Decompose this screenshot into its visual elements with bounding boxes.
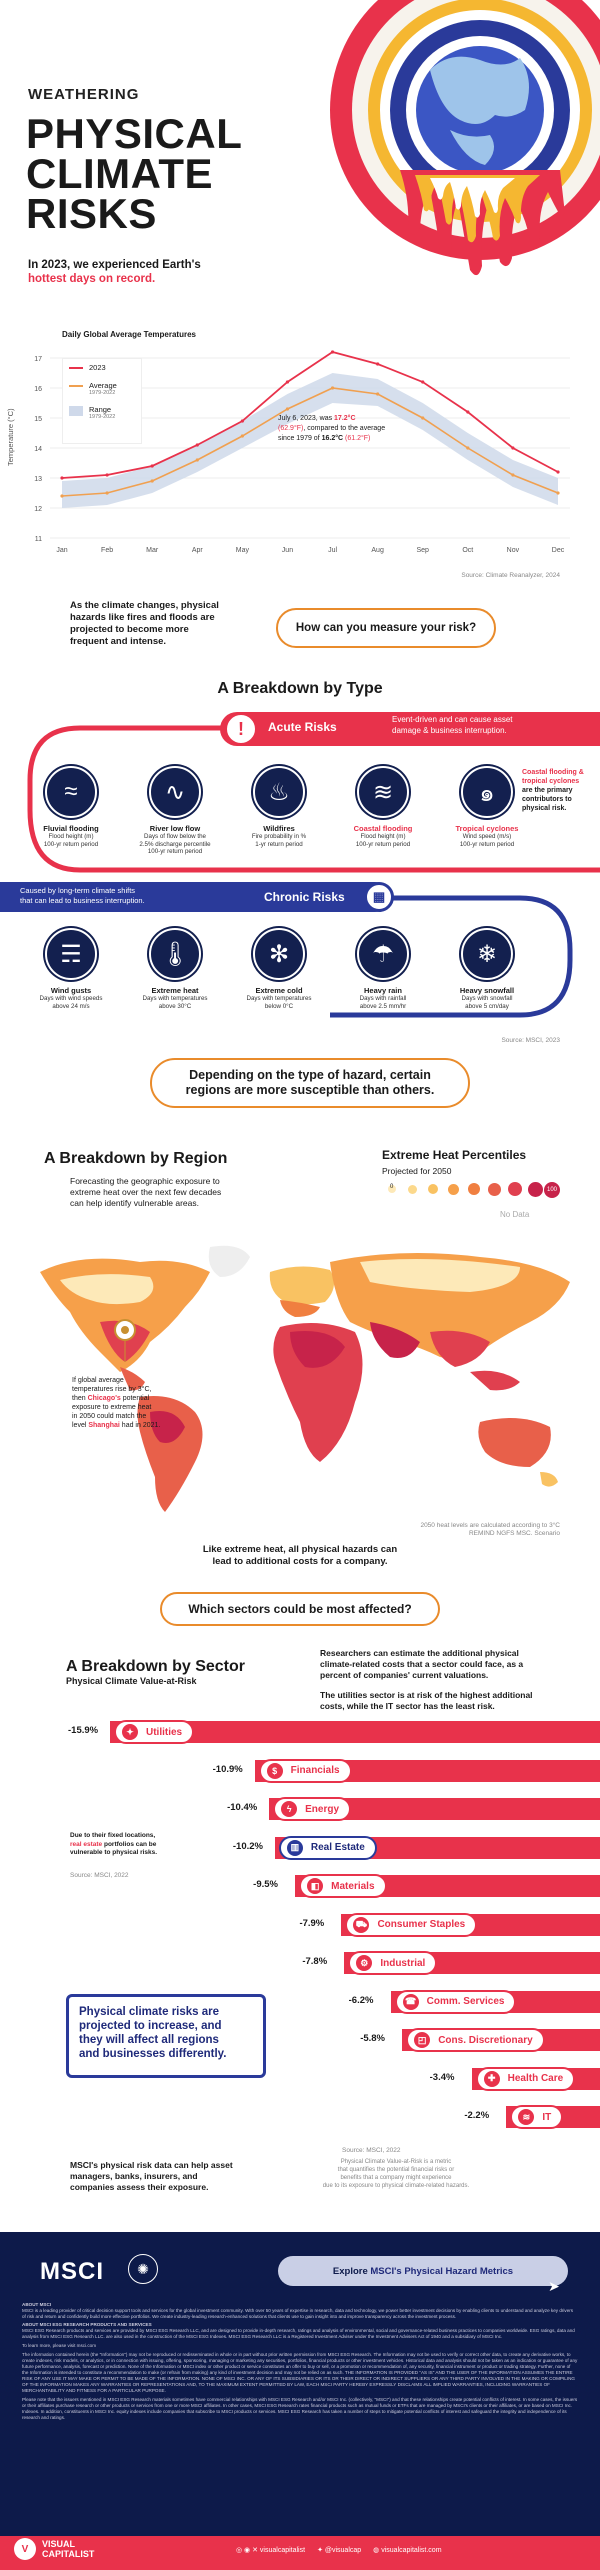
heat-legend-subtitle: Projected for 2050 bbox=[382, 1166, 452, 1176]
hazard-detail: 1-yr return period bbox=[255, 840, 303, 848]
bulb-icon: ✦ bbox=[122, 1724, 138, 1740]
cross-icon: ✚ bbox=[484, 2071, 500, 2087]
region-after-text: Like extreme heat, all physical hazards can lead to additional costs for a company. bbox=[202, 1544, 398, 1567]
title-line-3: RISKS bbox=[26, 190, 157, 237]
sector-name: Utilities bbox=[146, 1726, 183, 1738]
sector-name: Financials bbox=[290, 1765, 340, 1776]
wind-icon: ☴ bbox=[45, 928, 97, 980]
legend-range-label: Range bbox=[89, 405, 112, 414]
hazard-name: Extreme cold bbox=[255, 986, 303, 995]
chart-annotation: July 6, 2023, was 17.2°C (62.9°F), compared to the average since 1979 of 16.2°C (61.2°F) bbox=[278, 415, 386, 442]
hazard-detail: Days with snowfall bbox=[461, 995, 513, 1002]
average-series-point bbox=[376, 392, 379, 395]
hazard-detail: above 2.5 mm/hr bbox=[359, 1002, 407, 1010]
acute-hazard-3 bbox=[344, 766, 422, 848]
hazard-detail: Flood height (m) bbox=[360, 833, 406, 840]
hazard-detail: 100-yr return period bbox=[355, 840, 411, 848]
sector-subheading: Physical Climate Value-at-Risk bbox=[66, 1676, 197, 1686]
heat-legend-swatch bbox=[448, 1184, 459, 1195]
series-2023-point bbox=[376, 362, 379, 365]
legend-average-years: 1979-2022 bbox=[89, 390, 116, 396]
type-section-heading: A Breakdown by Type bbox=[217, 680, 383, 697]
river-icon: ∿ bbox=[149, 766, 201, 818]
hazard-name: Tropical cyclones bbox=[455, 824, 519, 833]
social-website[interactable]: ◍ visualcapitalist.com bbox=[373, 2547, 442, 2554]
legend-range-swatch bbox=[69, 406, 83, 416]
measure-risk-question: How can you measure your risk? bbox=[276, 608, 496, 648]
cyclone-icon: ๑ bbox=[461, 766, 513, 818]
average-series-point bbox=[105, 491, 108, 494]
x-tick-label: Apr bbox=[191, 547, 203, 554]
cursor-icon: ➤ bbox=[548, 2278, 560, 2294]
projection-callout-box: Physical climate risks are projected to increase, and they will affect all regions and businesses differently. bbox=[66, 1994, 266, 2078]
sector-value: -10.2% bbox=[232, 1840, 263, 1852]
acute-hazard-4 bbox=[448, 766, 526, 848]
x-tick-label: Jul bbox=[328, 547, 338, 554]
var-definition-note: Physical Climate Value-at-Risk is a metric that quantifies the potential financial risks or benefits that a company might experience due to its exposure to physical climate-related hazards. bbox=[322, 2159, 470, 2189]
sector-value: -10.4% bbox=[227, 1802, 258, 1813]
y-tick-label: 14 bbox=[34, 446, 42, 453]
sector-desc-2: The utilities sector is at risk of the highest additional costs, while the IT sector has the least risk. bbox=[320, 1690, 533, 1711]
hazard-name: Heavy snowfall bbox=[459, 986, 515, 995]
heat-legend-swatch bbox=[428, 1184, 438, 1194]
snow-cloud-icon: ❄ bbox=[461, 928, 513, 980]
sector-source-right: Source: MSCI, 2022 bbox=[342, 2147, 401, 2154]
bolt-icon: ϟ bbox=[281, 1801, 297, 1817]
chronic-hazard-0 bbox=[32, 928, 110, 1010]
hazard-detail: above 5 cm/day bbox=[465, 1002, 509, 1010]
chart-ylabel: Temperature (°C) bbox=[6, 408, 15, 466]
vc-logo-text: VISUAL CAPITALIST bbox=[42, 2539, 95, 2559]
series-2023-point bbox=[511, 446, 514, 449]
chart-title: Daily Global Average Temperatures bbox=[62, 330, 196, 339]
sector-label bbox=[259, 1759, 352, 1783]
page-title bbox=[26, 110, 243, 237]
hazard-name: Wind gusts bbox=[50, 986, 92, 995]
series-2023-point bbox=[60, 476, 63, 479]
hazard-detail: 2.5% discharge percentile bbox=[139, 840, 211, 848]
sectors-question: Which sectors could be most affected? bbox=[160, 1592, 440, 1626]
legend-2023-swatch bbox=[69, 367, 83, 369]
heat-legend-swatch bbox=[408, 1185, 417, 1194]
rain-icon: ☂ bbox=[357, 928, 409, 980]
sector-section-heading: A Breakdown by Sector bbox=[66, 1658, 246, 1675]
title-line-1: PHYSICAL bbox=[26, 110, 243, 157]
sector-label bbox=[279, 1836, 377, 1860]
acute-hazard-0 bbox=[32, 766, 110, 848]
header-eyebrow: WEATHERING bbox=[28, 86, 140, 103]
average-series-point bbox=[556, 491, 559, 494]
social-icons-group[interactable]: ◎ ◉ ✕ visualcapitalist bbox=[236, 2547, 306, 2554]
footer bbox=[0, 2232, 600, 2570]
sector-label bbox=[348, 1951, 437, 1975]
x-tick-label: Sep bbox=[416, 547, 429, 554]
gear-icon: ⚙ bbox=[356, 1955, 372, 1971]
heat-legend-swatch bbox=[528, 1182, 543, 1197]
series-2023-point bbox=[105, 473, 108, 476]
chronic-hazard-2 bbox=[240, 928, 318, 1010]
sector-label bbox=[476, 2067, 576, 2091]
msci-globe-icon: ✺ bbox=[128, 2254, 158, 2284]
y-tick-label: 13 bbox=[34, 476, 42, 483]
coastal-icon: ≋ bbox=[357, 766, 409, 818]
hazard-detail: 100-yr return period bbox=[43, 840, 99, 848]
sector-label bbox=[273, 1797, 351, 1821]
cube-icon: ◧ bbox=[307, 1878, 323, 1894]
hazard-name: Fluvial flooding bbox=[43, 824, 99, 833]
x-tick-label: May bbox=[235, 547, 249, 554]
hazard-detail: 100-yr return period bbox=[147, 848, 203, 855]
sector-name: Materials bbox=[331, 1880, 375, 1892]
hazard-name: Extreme heat bbox=[151, 986, 199, 995]
sector-value: -10.9% bbox=[212, 1763, 243, 1775]
map-footnote: 2050 heat levels are calculated according to 3°C REMIND NGFS MSC. Scenario bbox=[420, 1522, 560, 1537]
sector-name: Industrial bbox=[380, 1957, 426, 1969]
heat-legend-nodata: No Data bbox=[500, 1210, 530, 1219]
sector-name: Comm. Services bbox=[426, 1996, 505, 2007]
dollar-icon: $ bbox=[267, 1763, 283, 1779]
map-note-chicago: If global average temperatures rise by 3°C, then Chicago's potential exposure to extreme heat in 2050 could match the level Shanghai had in 2021. bbox=[72, 1377, 161, 1429]
msci-logo: MSCI bbox=[40, 2258, 104, 2285]
hazard-detail: Wind speed (m/s) bbox=[462, 833, 512, 840]
heat-legend-swatch bbox=[468, 1183, 480, 1195]
heat-legend-low: 0 bbox=[390, 1184, 394, 1190]
hazard-detail: Days with temperatures bbox=[142, 995, 208, 1002]
header-subtitle: In 2023, we experienced Earth's hottest days on record. bbox=[28, 259, 201, 285]
sector-value: -5.8% bbox=[360, 2033, 386, 2044]
series-2023-point bbox=[241, 419, 244, 422]
region-section-heading: A Breakdown by Region bbox=[44, 1150, 228, 1167]
x-tick-label: Mar bbox=[146, 547, 159, 554]
y-tick-label: 12 bbox=[34, 506, 42, 513]
average-series-point bbox=[466, 446, 469, 449]
explore-metrics-link[interactable]: Explore MSCI's Physical Hazard Metrics bbox=[278, 2256, 568, 2286]
average-series-point bbox=[286, 407, 289, 410]
average-series-point bbox=[241, 434, 244, 437]
x-tick-label: Dec bbox=[551, 547, 565, 554]
title-line-2: CLIMATE bbox=[26, 150, 214, 197]
average-series-point bbox=[151, 479, 154, 482]
melting-globe-illustration bbox=[330, 0, 600, 300]
sector-source-left: Source: MSCI, 2022 bbox=[70, 1872, 129, 1879]
chronic-risks-desc: Caused by long-term climate shifts that can lead to business interruption. bbox=[20, 886, 145, 905]
alert-icon: ! bbox=[224, 712, 258, 746]
heat-legend-swatch bbox=[508, 1182, 522, 1196]
x-tick-label: Feb bbox=[101, 547, 114, 554]
sector-desc: Researchers can estimate the additional physical climate-related costs that a sector could face, as a percent of companies' current valuations. bbox=[320, 1648, 524, 1680]
y-tick-label: 15 bbox=[34, 416, 42, 423]
hazard-detail: Fire probability in % bbox=[251, 833, 307, 840]
sector-name: IT bbox=[542, 2111, 552, 2123]
heat-legend-high: 100 bbox=[544, 1182, 560, 1198]
hazard-detail: above 24 m/s bbox=[52, 1002, 90, 1010]
average-series-point bbox=[60, 494, 63, 497]
series-2023-point bbox=[286, 380, 289, 383]
chronic-risks-label: Chronic Risks bbox=[264, 890, 345, 904]
hazard-name: River low flow bbox=[149, 824, 201, 833]
series-2023-point bbox=[196, 443, 199, 446]
region-callout: Depending on the type of hazard, certain regions are more susceptible than others. bbox=[150, 1058, 470, 1108]
x-tick-label: Nov bbox=[506, 547, 520, 554]
sector-value: -6.2% bbox=[348, 1994, 374, 2006]
sector-label bbox=[299, 1874, 386, 1898]
sector-label bbox=[345, 1913, 477, 1937]
sector-label bbox=[395, 1990, 517, 2014]
sector-name: Cons. Discretionary bbox=[438, 2034, 533, 2046]
hazard-name: Heavy rain bbox=[364, 986, 402, 995]
region-desc: Forecasting the geographic exposure to extreme heat over the next few decades can help identify vulnerable areas. bbox=[70, 1176, 222, 1208]
chronic-hazard-4 bbox=[448, 928, 526, 1010]
snowflake-icon: ✻ bbox=[253, 928, 305, 980]
hazard-name: Wildfires bbox=[263, 824, 295, 833]
sector-label bbox=[406, 2028, 544, 2052]
closing-text: MSCI's physical risk data can help asset managers, banks, insurers, and companies assess their exposure. bbox=[70, 2160, 233, 2192]
hazard-detail: Days of flow below the bbox=[144, 833, 206, 840]
chart-legend bbox=[62, 358, 142, 444]
series-2023-point bbox=[556, 470, 559, 473]
hazard-name: Coastal flooding bbox=[353, 824, 413, 833]
acute-risks-desc: Event-driven and can cause asset damage & business interruption. bbox=[392, 715, 513, 735]
average-series-point bbox=[421, 416, 424, 419]
y-tick-label: 16 bbox=[34, 386, 42, 393]
sector-label bbox=[510, 2105, 563, 2129]
social-links bbox=[236, 2546, 442, 2554]
acute-hazard-1 bbox=[136, 766, 214, 856]
sector-value: -9.5% bbox=[253, 1879, 278, 1890]
hazard-detail: Days with temperatures bbox=[246, 995, 312, 1002]
acute-risks-label: Acute Risks bbox=[268, 720, 337, 734]
sector-name: Energy bbox=[305, 1803, 340, 1815]
acute-hazard-2 bbox=[240, 766, 318, 848]
building-icon: ▥ bbox=[287, 1840, 303, 1856]
average-series-point bbox=[511, 473, 514, 476]
chart-source: Source: Climate Reanalyzer, 2024 bbox=[461, 572, 560, 579]
calendar-icon: ▦ bbox=[364, 882, 394, 912]
legend-range-years: 1979-2022 bbox=[89, 414, 116, 420]
legend-2023-label: 2023 bbox=[89, 363, 106, 372]
sector-name: Consumer Staples bbox=[377, 1919, 466, 1930]
hazard-detail: Flood height (m) bbox=[48, 833, 94, 840]
hazard-detail: 100-yr return period bbox=[459, 840, 515, 848]
legend-average-label: Average bbox=[89, 381, 117, 390]
series-2023-point bbox=[421, 380, 424, 383]
sector-value: -7.8% bbox=[302, 1956, 328, 1967]
x-tick-label: Jan bbox=[56, 547, 68, 554]
x-tick-label: Oct bbox=[462, 547, 474, 554]
legend-average-swatch bbox=[69, 385, 83, 387]
y-tick-label: 11 bbox=[34, 536, 42, 543]
y-tick-label: 17 bbox=[34, 356, 42, 363]
intro-text: As the climate changes, physical hazards like fires and floods are projected to become more frequent and intense. bbox=[70, 600, 219, 647]
chronic-hazard-3 bbox=[344, 928, 422, 1010]
chronic-hazard-1 bbox=[136, 928, 214, 1010]
sector-value: -3.4% bbox=[429, 2071, 455, 2083]
series-2023-point bbox=[331, 350, 334, 353]
sector-name: Real Estate bbox=[310, 1842, 365, 1853]
sector-label bbox=[114, 1720, 194, 1744]
fire-icon: ♨ bbox=[253, 766, 305, 818]
sector-value: -15.9% bbox=[68, 1725, 99, 1736]
wave-icon: ≈ bbox=[45, 766, 97, 818]
x-tick-label: Aug bbox=[371, 547, 384, 554]
heat-legend-swatch bbox=[488, 1183, 501, 1196]
series-2023-point bbox=[151, 464, 154, 467]
cart-icon: ⛟ bbox=[353, 1917, 369, 1933]
hazard-detail: Days with wind speeds bbox=[39, 995, 103, 1002]
x-tick-label: Jun bbox=[281, 547, 294, 554]
heat-legend-title: Extreme Heat Percentiles bbox=[382, 1148, 527, 1162]
thermometer-hot-icon: 🌡 bbox=[149, 928, 201, 980]
real-estate-note: Due to their fixed locations, real estate portfolios can be vulnerable to physical risks. bbox=[70, 1832, 158, 1856]
sector-name: Health Care bbox=[507, 2073, 564, 2084]
phone-icon: ☎ bbox=[403, 1994, 419, 2010]
footer-legal: ABOUT MSCI MSCI is a leading provider of critical decision support tools and services for the global investment community. With over 50 years of expertise in research, data and technology, we power better investment decisions by enabling clients to understand and analyze key drivers of risk and return and confidently build more effective portfolios. We create industry-leading research-enhanced solutions that clients use to gain insight into and improve transparency across the investment process. ABOUT MSCI ESG RESEARCH PRODUCTS AND SERVICES MSCI ESG Research products and services are provided by MSCI ESG Research LLC, and are designed to provide in-depth research, ratings and analysis of environmental, social and governance-related business practices to companies worldwide. ESG ratings, data and analysis from MSCI ESG Research LLC. are also used in the construction of the MSCI ESG Indexes. MSCI ESG Research LLC is a Registered Investment Adviser under the Investment Advisers Act of 1940 and a subsidiary of MSCI Inc. To learn more, please visit msci.com The information contained herein (the "Information") may not be reproduced or redisseminated in whole or in part without prior written permission from MSCI ESG Research. The Information may not be used to verify or correct other data, to create any derivative works, to create indexes, risk models, or analytics, or in connection with issuing, offering, sponsoring, managing or marketing any securities, portfolios, financial products or other investment vehicles. Historical data and analysis should not be taken as an indication or guarantee of any future performance, analysis, forecast or prediction. None of the Information or MSCI index or other product or service constitutes an offer to buy or sell, or a promotion or recommendation of, any security, financial instrument or product or trading strategy. Further, none of the Information is intended to constitute a recommendation to make (or refrain from making) any kind of investment decision and may not be relied on as such. THE INFORMATION IS PROVIDED "AS IS" AND THE USER OF THE INFORMATION ASSUMES THE ENTIRE RISK OF ANY USE IT MAY MAKE OR PERMIT TO BE MADE OF THE INFORMATION. NONE OF MSCI INC. OR ANY OF ITS SUBSIDIARIES OR ITS OR THEIR DIRECT OR INDIRECT SUPPLIERS OR ANY THIRD PARTY INVOLVED IN THE MAKING OR COMPILING OF THE INFORMATION MAKES ANY WARRANTIES OR REPRESENTATIONS AND, TO THE MAXIMUM EXTENT PERMITTED BY LAW, EACH MSCI PARTY HEREBY EXPRESSLY DISCLAIMS ALL IMPLIED WARRANTIES, INCLUDING WARRANTIES OF MERCHANTABILITY AND FITNESS FOR A PARTICULAR PURPOSE. Please note that the issuers mentioned in MSCI ESG Research materials sometimes have commercial relationships with MSCI ESG Research and/or MSCI Inc. (collectively, "MSCI") and that these relationships create potential conflicts of interest. In some cases, the issuers or their affiliates purchase research or other products or services from one or more MSCI affiliates. In other cases, MSCI ESG Research rates financial products such as mutual funds or ETFs that are managed by MSCI's clients or their affiliates, or are based on MSCI Inc. Indexes. In addition, constituents in MSCI Inc. equity indexes include companies that subscribe to MSCI products or services. MSCI ESG Research has taken a number of steps to mitigate potential conflicts of interest and safeguard the integrity and independence of its research and ratings. bbox=[22, 2302, 578, 2420]
sector-value: -2.2% bbox=[464, 2110, 490, 2121]
average-series-point bbox=[196, 458, 199, 461]
type-source: Source: MSCI, 2023 bbox=[501, 1037, 560, 1044]
vc-logo-icon: V bbox=[14, 2538, 36, 2560]
hazard-detail: above 30°C bbox=[158, 1002, 192, 1010]
social-handle[interactable]: ✦ @visualcap bbox=[317, 2547, 362, 2554]
average-series-point bbox=[331, 386, 334, 389]
wifi-icon: ≋ bbox=[518, 2109, 534, 2125]
acute-note: Coastal flooding & tropical cyclones are the primary contributors to physical risk. bbox=[522, 769, 584, 812]
heat-legend-scale bbox=[378, 1178, 558, 1200]
series-2023-point bbox=[466, 410, 469, 413]
bag-icon: ◰ bbox=[414, 2032, 430, 2048]
hazard-detail: below 0°C bbox=[264, 1002, 294, 1010]
hazard-detail: Days with rainfall bbox=[359, 995, 407, 1002]
sector-value: -7.9% bbox=[299, 1917, 325, 1929]
